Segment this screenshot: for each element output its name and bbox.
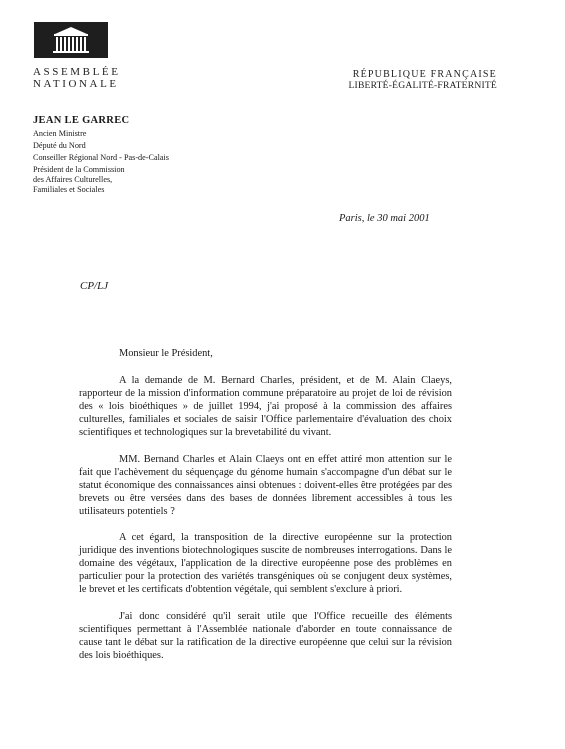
assembly-line-1: ASSEMBLÉE <box>33 66 121 78</box>
sender-title: Conseiller Régional Nord - Pas-de-Calais <box>33 153 169 162</box>
sender-block <box>33 116 169 195</box>
body-paragraph: J'ai donc considéré qu'il serait utile que l'Office recueille des éléments scientifiques permettant à l'Assemblée nationale d'aborder en toute connaissance de cause tant le débat sur la ratification de la directive européenne que celui sur la révision des lois bioéthiques. <box>79 610 452 661</box>
assembly-name <box>33 66 121 90</box>
letter-body <box>79 347 452 675</box>
republic-name: RÉPUBLIQUE FRANÇAISE <box>352 69 497 80</box>
sender-title: Président de la Commission <box>33 165 125 174</box>
assemblee-building-icon <box>34 22 108 58</box>
sender-title: des Affaires Culturelles, <box>33 175 113 184</box>
sender-title: Député du Nord <box>33 141 86 150</box>
salutation: Monsieur le Président, <box>119 348 213 359</box>
sender-title: Ancien Ministre <box>33 129 87 138</box>
sender-name: JEAN LE GARREC <box>33 115 130 126</box>
body-paragraph: A cet égard, la transposition de la directive européenne sur la protection juridique des inventions biotechnologiques suscite de nombreuses interrogations. Dans le domaine des végétaux, l'application de la directive européenne pose des problèmes en particulier pour la protection des variétés transgéniques où se conjugent deux systèmes, le brevet et les certificats d'obtention végétale, qui semblent s'exclure à priori. <box>79 532 452 596</box>
body-paragraph: A la demande de M. Bernard Charles, président, et de M. Alain Claeys, rapporteur de la mission d'information commune préparatoire au projet de loi de révision des « lois bioéthiques » de juillet 1994, j'ai proposé à la commission des affaires culturelles, familiales et sociales de saisir l'Office parlementaire d'évaluation des choix scientifiques et technologiques sur la brevetabilité du vivant. <box>79 375 452 439</box>
assembly-line-2: NATIONALE <box>33 78 119 90</box>
letter-date: Paris, le 30 mai 2001 <box>339 213 430 224</box>
reference-initials: CP/LJ <box>80 280 109 292</box>
republic-motto: LIBERTÉ-ÉGALITÉ-FRATERNITÉ <box>348 80 497 91</box>
body-paragraph: MM. Bernand Charles et Alain Claeys ont en effet attiré mon attention sur le fait que l'achèvement du séquençage du génome humain s'accompagne d'un débat sur le statut économique des connaissances ainsi obtenues : doivent-elles être protégées par des brevets ou être versées dans des bases de données librement accessibles à tous les utilisateurs potentiels ? <box>79 453 452 517</box>
republic-heading <box>348 69 497 91</box>
sender-title: Familiales et Sociales <box>33 185 105 194</box>
